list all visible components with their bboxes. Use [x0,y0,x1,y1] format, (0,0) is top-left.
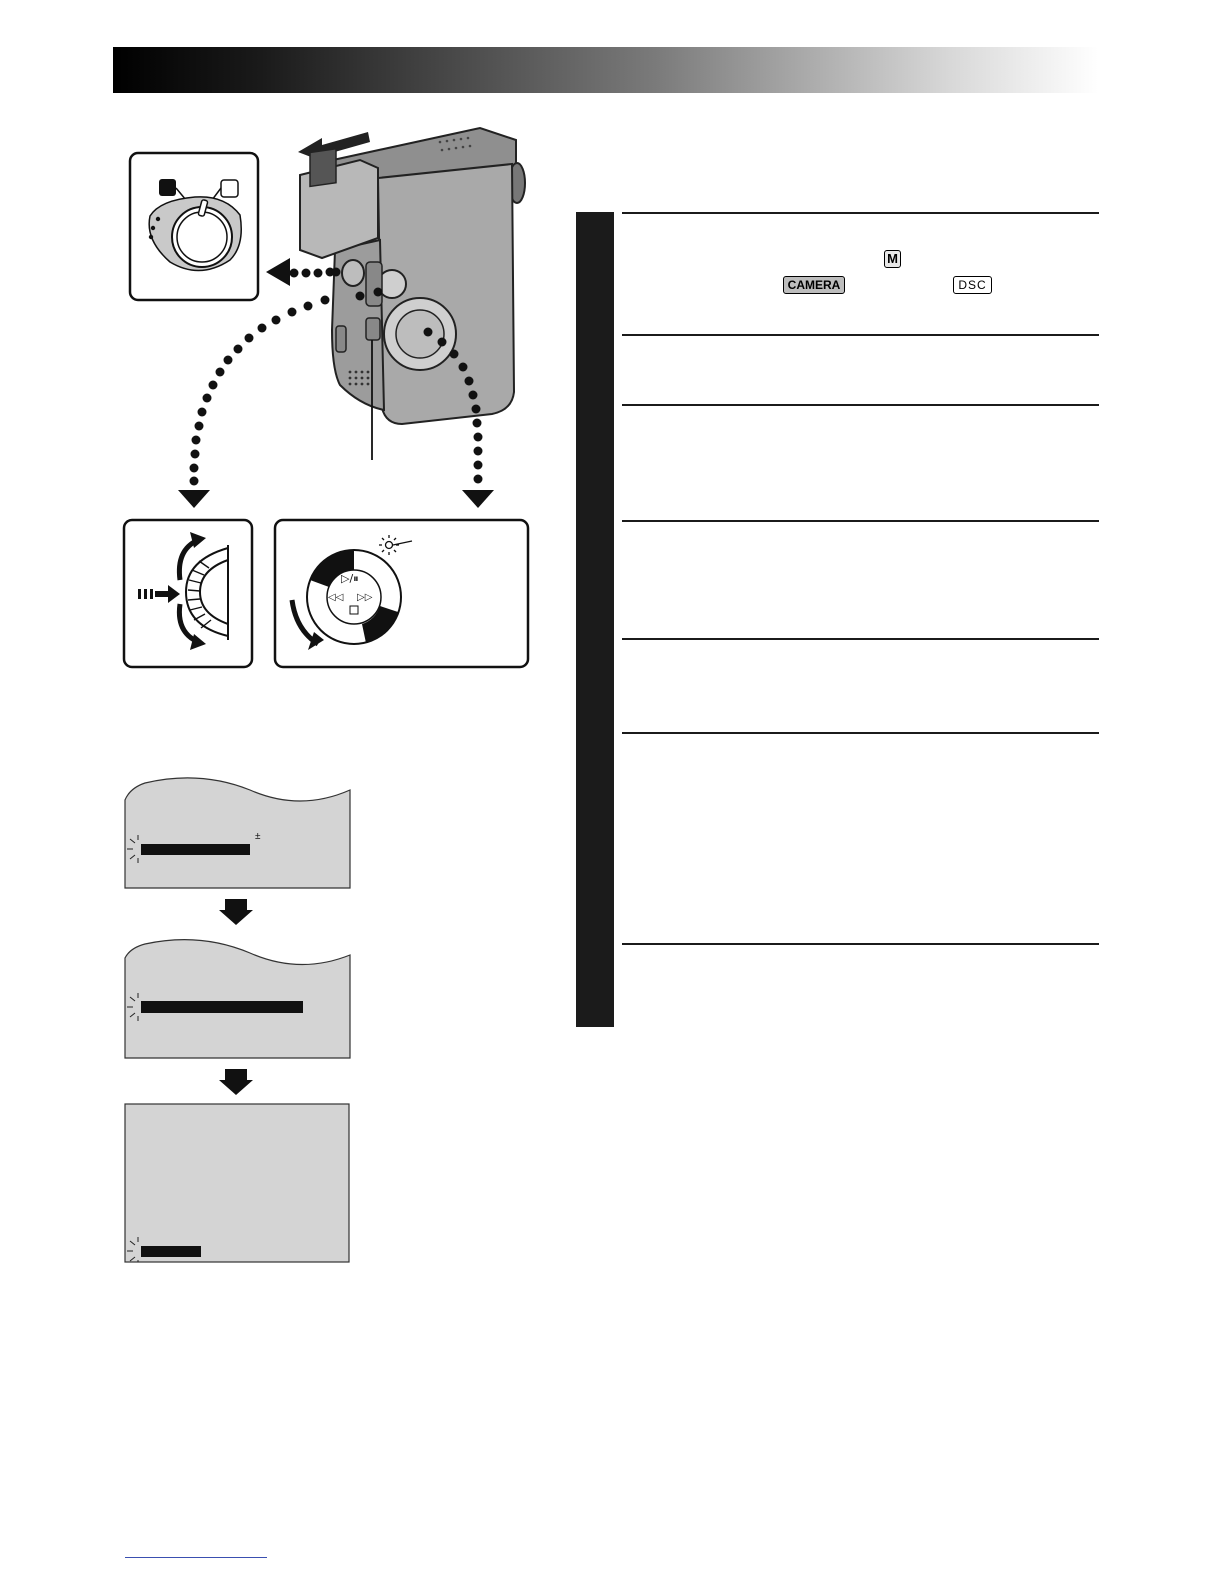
down-arrow-icon [219,899,253,925]
lcd-plus-minus-symbol: ± [255,831,261,842]
down-arrowhead-icon [462,490,494,508]
lcd-screen-2 [125,940,350,1058]
power-dial-icon [130,153,258,300]
footer-link-underline[interactable] [125,1557,267,1558]
svg-text:▷▷: ▷▷ [357,592,373,603]
lcd-screen-1 [125,778,350,888]
dsc-mode-icon: DSC [953,276,992,294]
down-arrowhead-icon [178,490,210,508]
camera-mode-icon: CAMERA [783,276,845,294]
lcd-screen-3 [125,1104,349,1262]
svg-text:◁◁: ◁◁ [328,592,344,603]
control-wheel-icon [275,520,528,667]
manual-mode-icon: M [884,250,901,268]
mode-dial-icon [124,520,252,667]
camcorder-illustration [300,128,525,424]
down-arrow-icon [219,1069,253,1095]
left-arrowhead-icon [266,258,290,286]
svg-text:▷/⏸: ▷/⏸ [341,572,359,585]
